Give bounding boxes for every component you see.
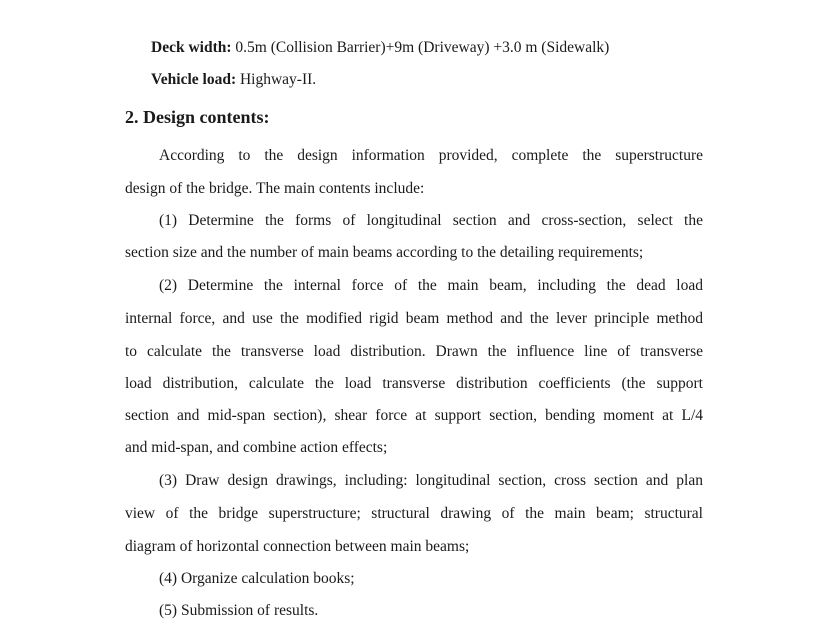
vehicle-load-label: Vehicle load: — [151, 71, 237, 88]
deck-width-label: Deck width: — [151, 39, 232, 56]
deck-width-value: 0.5m (Collision Barrier)+9m (Driveway) +3.0 m (Sidewalk) — [235, 39, 610, 56]
item-2-line-1: (2) Determine the internal force of the main beam, including the dead load — [159, 277, 703, 294]
item-2-line-3: to calculate the transverse load distribution. Drawn the influence line of transverse — [125, 343, 703, 360]
item-2-line-6: and mid-span, and combine action effects; — [125, 439, 388, 456]
intro-line-2: design of the bridge. The main contents include: — [125, 180, 425, 197]
item-3-line-3: diagram of horizontal connection between main beams; — [125, 538, 470, 555]
item-4: (4) Organize calculation books; — [159, 570, 355, 587]
item-3-line-1: (3) Draw design drawings, including: longitudinal section, cross section and plan — [159, 472, 703, 489]
item-2-line-4: load distribution, calculate the load transverse distribution coefficients (the support — [125, 375, 703, 392]
section-heading: 2. Design contents: — [125, 107, 270, 127]
item-3-line-2: view of the bridge superstructure; structural drawing of the main beam; structural — [125, 505, 703, 522]
item-5: (5) Submission of results. — [159, 602, 319, 619]
intro-line-1: According to the design information provided, complete the superstructure — [159, 147, 703, 164]
vehicle-load-line — [151, 70, 316, 90]
item-2-line-2: internal force, and use the modified rigid beam method and the lever principle method — [125, 310, 703, 327]
item-2-line-5: section and mid-span section), shear force at support section, bending moment at L/4 — [125, 407, 703, 424]
item-1-line-1: (1) Determine the forms of longitudinal section and cross-section, select the — [159, 212, 703, 229]
item-1-line-2: section size and the number of main beams according to the detailing requirements; — [125, 244, 644, 261]
vehicle-load-value: Highway-II. — [239, 71, 317, 88]
deck-width-line — [151, 38, 609, 58]
